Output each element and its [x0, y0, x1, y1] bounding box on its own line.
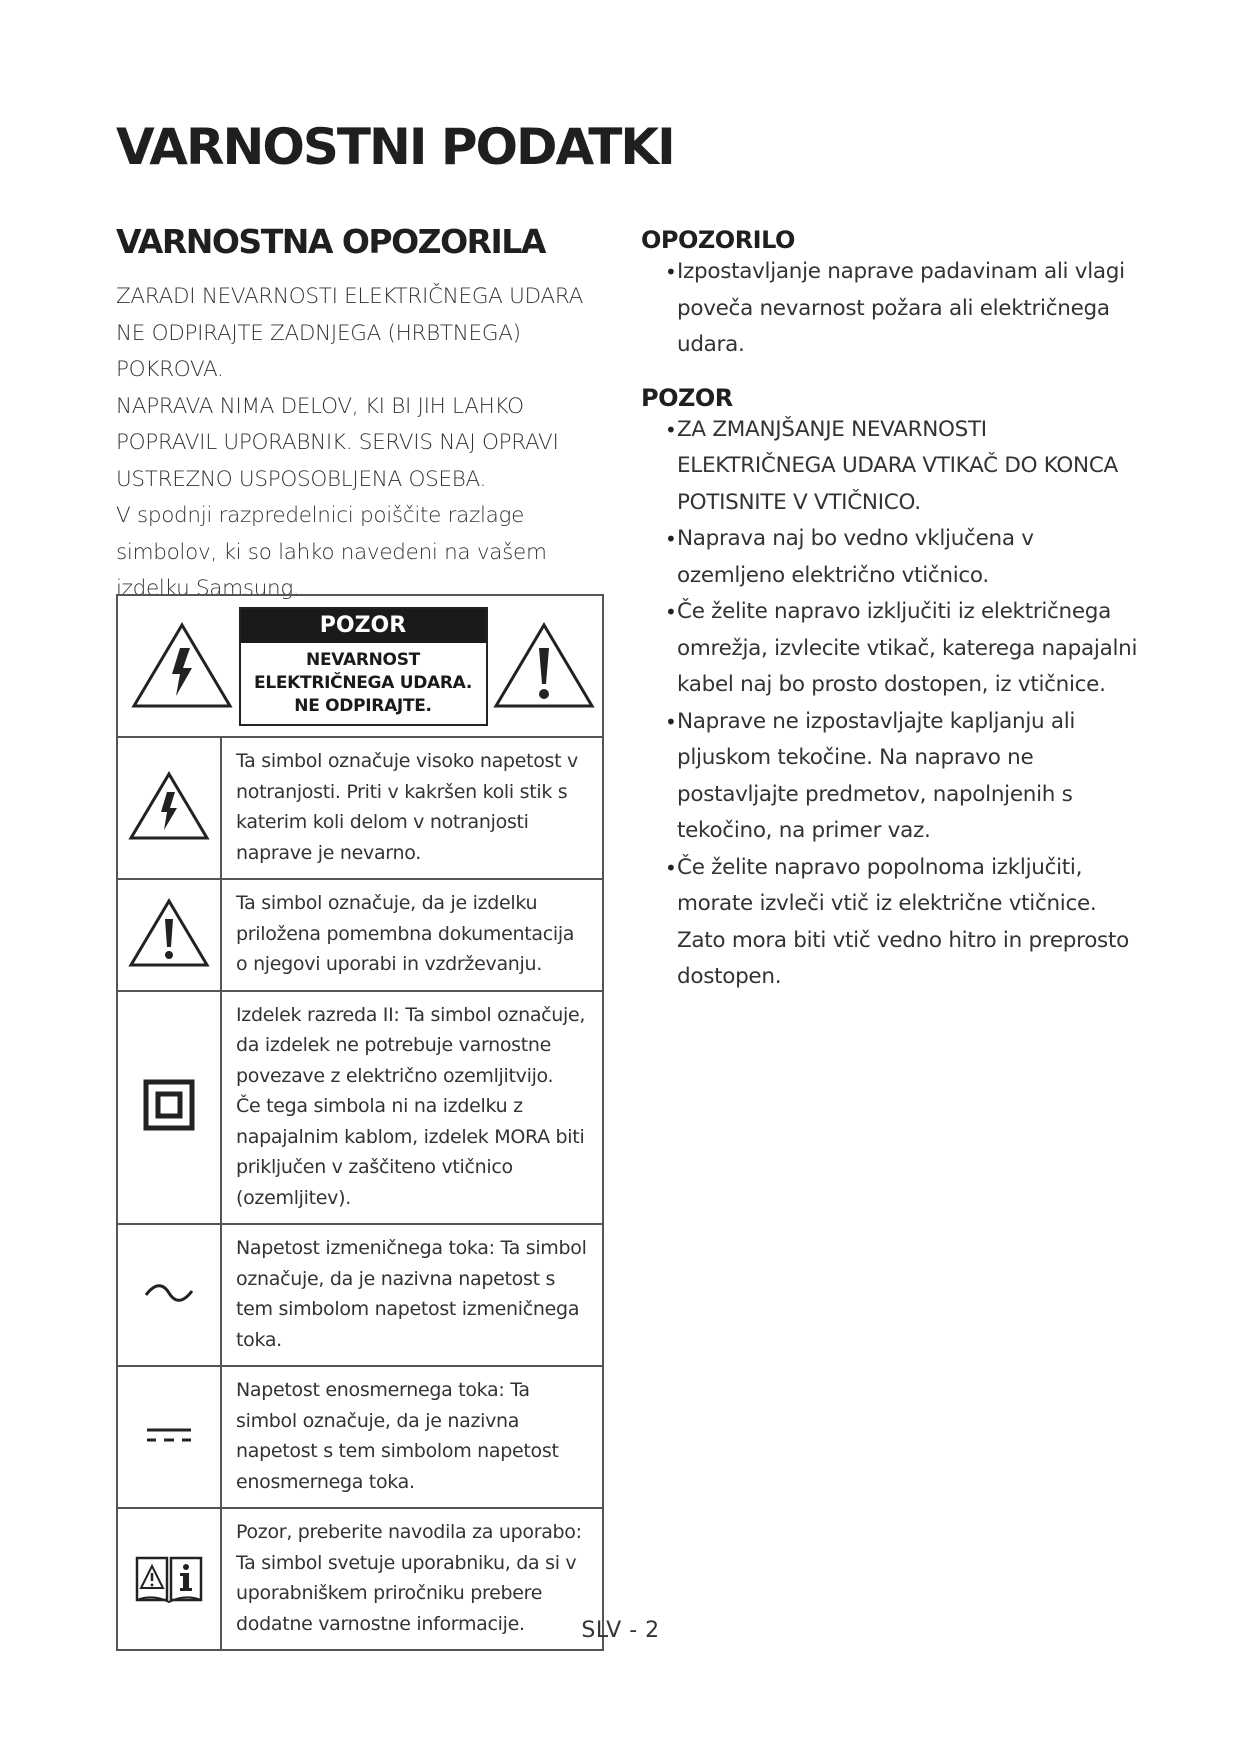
- class-ii-double-square-icon: [143, 1079, 195, 1131]
- symbol-icon-cell: [117, 737, 221, 879]
- warning-list: [641, 254, 1141, 364]
- caution-heading: POZOR: [641, 383, 733, 412]
- section-title: VARNOSTNA OPOZORILA: [116, 222, 545, 261]
- high-voltage-warning-icon: [127, 770, 211, 842]
- intro-text: [116, 279, 616, 608]
- list-item-text: ZA ZMANJŠANJE NEVARNOSTI ELEKTRIČNEGA UDARA VTIKAČ DO KONCA POTISNITE V VTIČNICO.: [677, 416, 1118, 515]
- list-item: [641, 850, 1141, 996]
- symbol-description: Ta simbol označuje, da je izdelku priložena pomembna dokumentacija o njegovi uporabi in vzdrževanju.: [221, 879, 603, 991]
- symbol-row: [117, 1366, 603, 1508]
- symbol-row: [117, 737, 603, 879]
- ac-wave-icon: [143, 1281, 195, 1305]
- bullet: •: [665, 855, 677, 880]
- caution-label-line-1: NEVARNOST: [306, 649, 420, 670]
- symbol-icon-cell: [117, 1224, 221, 1366]
- exclamation-warning-icon: [127, 897, 211, 969]
- dc-voltage-icon: [145, 1425, 193, 1445]
- list-item: [641, 594, 1141, 704]
- safety-warnings-section: [116, 222, 616, 608]
- bullet: •: [665, 417, 677, 442]
- caution-label-header: POZOR: [241, 609, 486, 643]
- symbol-description: Izdelek razreda II: Ta simbol označuje, da izdelek ne potrebuje varnostne povezave z električno ozemljitvijo. Če tega simbola ni na izdelku z napajalnim kablom, izdelek MORA biti priključen v zaščiteno vtičnico (ozemljitev).: [221, 991, 603, 1225]
- caution-label-line-2: ELEKTRIČNEGA UDARA.: [254, 672, 472, 693]
- page-number: SLV - 2: [581, 1618, 660, 1643]
- symbol-row: [117, 991, 603, 1225]
- list-item: [641, 704, 1141, 850]
- caution-label: [239, 607, 488, 726]
- bullet: •: [665, 709, 677, 734]
- bullet: •: [665, 260, 677, 284]
- caution-list: [641, 412, 1141, 996]
- symbol-table: [116, 594, 604, 1651]
- high-voltage-warning-icon: [130, 620, 234, 712]
- list-item: [641, 521, 1141, 594]
- list-item: [641, 254, 1141, 364]
- intro-paragraph-3: V spodnji razpredelnici poiščite razlage simbolov, ki so lahko navedeni na vašem izdelku Samsung.: [116, 503, 547, 601]
- warnings-column: [641, 226, 1141, 996]
- symbol-icon-cell: [117, 879, 221, 991]
- page-title: VARNOSTNI PODATKI: [116, 118, 674, 176]
- list-item-text: Naprava naj bo vedno vključena v ozemljeno električno vtičnico.: [677, 526, 1034, 588]
- caution-label-line-3: NE ODPIRAJTE.: [294, 695, 432, 716]
- symbol-icon-cell: [117, 1366, 221, 1508]
- intro-paragraph-1: ZARADI NEVARNOSTI ELEKTRIČNEGA UDARA NE ODPIRAJTE ZADNJEGA (HRBTNEGA) POKROVA.: [116, 284, 584, 382]
- bullet: •: [665, 527, 677, 551]
- symbol-description: Napetost enosmernega toka: Ta simbol označuje, da je nazivna napetost s tem simbolom napetost enosmernega toka.: [221, 1366, 603, 1508]
- list-item-text: Naprave ne izpostavljajte kapljanju ali pljuskom tekočine. Na napravo ne postavljajte predmetov, napolnjenih s tekočino, na primer vaz.: [677, 708, 1076, 843]
- symbol-row: [117, 879, 603, 991]
- symbol-row: [117, 1224, 603, 1366]
- warning-heading: OPOZORILO: [641, 226, 795, 254]
- caution-label-row: [117, 595, 603, 737]
- list-item-text: Če želite napravo popolnoma izključiti, morate izvleči vtič iz električne vtičnice. Zato mora biti vtič vedno hitro in preprosto dostopen.: [677, 854, 1129, 989]
- caution-label-cell: [117, 595, 603, 737]
- intro-paragraph-2: NAPRAVA NIMA DELOV, KI BI JIH LAHKO POPRAVIL UPORABNIK. SERVIS NAJ OPRAVI USTREZNO USPOSOBLJENA OSEBA.: [116, 393, 559, 492]
- symbol-description: Pozor, preberite navodila za uporabo: Ta simbol svetuje uporabniku, da si v uporabniškem priročniku prebere dodatne varnostne informacije.: [221, 1508, 603, 1650]
- symbol-description: Napetost izmeničnega toka: Ta simbol označuje, da je nazivna napetost s tem simbolom napetost izmeničnega toka.: [221, 1224, 603, 1366]
- caution-label-body: [241, 643, 486, 724]
- manual-info-icon: [133, 1550, 205, 1604]
- list-item: [641, 412, 1141, 522]
- exclamation-warning-icon: [492, 620, 596, 712]
- symbol-description: Ta simbol označuje visoko napetost v notranjosti. Priti v kakršen koli stik s katerim koli delom v notranjosti naprave je nevarno.: [221, 737, 603, 879]
- list-item-text: Če želite napravo izključiti iz električnega omrežja, izvlecite vtikač, katerega napajalni kabel naj bo prosto dostopen, iz vtičnice.: [677, 599, 1138, 697]
- list-item-text: Izpostavljanje naprave padavinam ali vlagi poveča nevarnost požara ali električnega udara.: [677, 259, 1125, 357]
- symbol-icon-cell: [117, 991, 221, 1225]
- bullet: •: [665, 600, 677, 624]
